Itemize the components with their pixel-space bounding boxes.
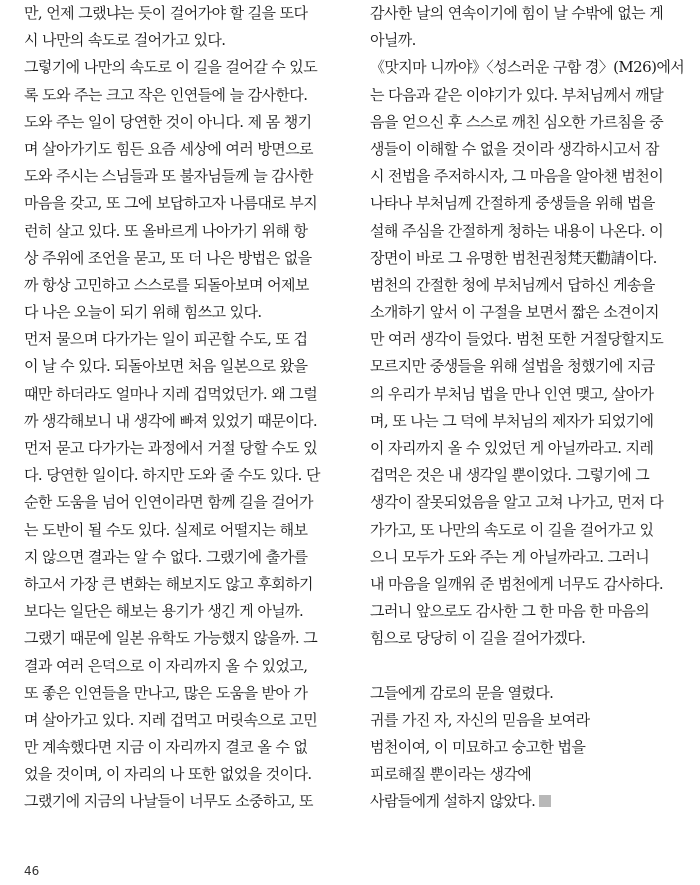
text-line: 감사한 날의 연속이기에 힘이 날 수밖에 없는 게 [370, 4, 664, 22]
text-line: 까 항상 고민하고 스스로를 되돌아보며 어제보 [24, 275, 309, 294]
text-line: 범천의 간절한 청에 부처님께서 답하신 게송을 [370, 275, 655, 294]
verse-text: 귀를 가진 자, 자신의 믿음을 보여라 [370, 710, 590, 729]
text-line: 또 좋은 인연들을 만나고, 많은 도움을 받아 가 [24, 683, 308, 702]
left-text-column [24, 0, 324, 816]
paragraph-gap [370, 653, 670, 680]
text-line: 으니 모두가 도와 주는 게 아닐까라고. 그러니 [370, 547, 650, 566]
text-line: 음을 얻으신 후 스스로 깨친 심오한 가르침을 중 [370, 112, 664, 131]
text-line: 그랬기에 지금의 나날들이 너무도 소중하고, 또 [24, 792, 313, 811]
text-line: 결과 여러 은덕으로 이 자리까지 올 수 있었고, [24, 656, 308, 675]
text-line: 는 도반이 될 수도 있다. 실제로 어떨지는 해보 [24, 520, 308, 539]
text-line: 다. 당연한 일이다. 하지만 도와 줄 수도 있다. 단 [24, 466, 320, 485]
verse-line [370, 734, 670, 761]
text-line: 런히 살고 있다. 또 올바르게 나아가기 위해 항 [24, 221, 308, 240]
text-line: 먼저 묻고 다가가는 과정에서 거절 당할 수도 있 [24, 439, 318, 457]
text-line: 록 도와 주는 크고 작은 인연들에 늘 감사한다. [24, 85, 308, 104]
text-line: 그랬기 때문에 일본 유학도 가능했지 않을까. 그 [24, 629, 318, 648]
text-line: 그렇기에 나만의 속도로 이 길을 걸어갈 수 있도 [24, 58, 318, 77]
verse-line [370, 707, 670, 734]
text-line: 아닐까. [370, 31, 416, 50]
end-square-icon [539, 795, 551, 807]
text-line: 만 여러 생각이 들었다. 범천 또한 거절당할지도 [370, 330, 664, 349]
text-line: 생들이 이해할 수 없을 것이라 생각하시고서 잠 [370, 139, 659, 158]
text-line: 가가고, 또 나만의 속도로 이 길을 걸어가고 있 [370, 520, 654, 539]
text-line: 도와 주는 일이 당연한 것이 아니다. 제 몸 챙기 [24, 112, 312, 131]
text-line: 며 살아가기도 힘든 요즘 세상에 여러 방면으로 [24, 139, 313, 158]
text-line: 상 주위에 조언을 묻고, 또 더 나은 방법은 없을 [24, 248, 312, 267]
page-number: 46 [24, 864, 40, 878]
text-line: 만 계속했다면 지금 이 자리까지 결코 올 수 없 [24, 738, 308, 757]
verse-text: 범천이여, 이 미묘하고 숭고한 법을 [370, 738, 586, 757]
text-line: 생각이 잘못되었음을 알고 고쳐 나가고, 먼저 다 [370, 493, 664, 512]
text-line: 이 날 수 있다. 되돌아보면 처음 일본으로 왔을 [24, 357, 308, 376]
text-line: 도와 주시는 스님들과 또 불자님들께 늘 감사한 [24, 167, 313, 186]
text-line: 나타나 부처님께 간절하게 중생들을 위해 법을 [370, 194, 655, 213]
text-line: 힘으로 당당히 이 길을 걸어가겠다. [370, 629, 586, 648]
text-line: 보다는 일단은 해보는 용기가 생긴 게 아닐까. [24, 602, 304, 621]
verse-line [370, 788, 670, 815]
text-line: 다 나은 오늘이 되기 위해 힘쓰고 있다. [24, 303, 262, 322]
text-line: 는 다음과 같은 이야기가 있다. 부처님께서 깨달 [370, 85, 664, 104]
text-line: 그러니 앞으로도 감사한 그 한 마음 한 마음의 [370, 602, 650, 621]
text-line: 모르지만 중생들을 위해 설법을 청했기에 지금 [370, 357, 655, 376]
text-line: 내 마음을 일깨워 준 범천에게 너무도 감사하다. [370, 574, 664, 593]
text-line: 마음을 갖고, 또 그에 보답하고자 나름대로 부지 [24, 194, 318, 213]
verse-text: 피로해질 뿐이라는 생각에 [370, 765, 532, 784]
text-line: 먼저 물으며 다가가는 일이 피곤할 수도, 또 겁 [24, 330, 308, 349]
verse-text: 그들에게 감로의 문을 열렸다. [370, 683, 554, 702]
text-line: 겁먹은 것은 내 생각일 뿐이었다. 그렇기에 그 [370, 466, 650, 485]
text-line: 며, 또 나는 그 덕에 부처님의 제자가 되었기에 [370, 411, 654, 430]
text-line: 시 전법을 주저하시자, 그 마음을 알아챈 범천이 [370, 167, 664, 186]
text-line: 의 우리가 부처님 법을 만나 인연 맺고, 살아가 [370, 384, 654, 403]
verse-text: 사람들에게 설하지 않았다. [370, 792, 536, 811]
text-line: 만, 언제 그랬냐는 듯이 걸어가야 할 길을 또다 [24, 4, 308, 22]
text-line: 까 생각해보니 내 생각에 빠져 있었기 때문이다. [24, 411, 318, 430]
text-line: 장면이 바로 그 유명한 범천권청梵天勸請이다. [370, 248, 657, 267]
text-line: 이 자리까지 올 수 있었던 게 아닐까라고. 지레 [370, 439, 654, 457]
text-line: 지 않으면 결과는 알 수 없다. 그랬기에 출가를 [24, 547, 308, 566]
right-text-column [370, 0, 685, 816]
text-line: 《맛지마 니까야》〈성스러운 구함 경〉(M26)에서 [370, 58, 685, 77]
text-line: 시 나만의 속도로 걸어가고 있다. [24, 31, 226, 50]
text-line: 순한 도움을 넘어 인연이라면 함께 길을 걸어가 [24, 493, 313, 512]
verse-line [370, 680, 670, 707]
text-line: 때만 하더라도 얼마나 지레 겁먹었던가. 왜 그럴 [24, 384, 318, 403]
verse-line [370, 761, 670, 788]
text-line: 설해 주심을 간절하게 청하는 내용이 나온다. 이 [370, 221, 664, 240]
text-line: 었을 것이며, 이 자리의 나 또한 없었을 것이다. [24, 765, 312, 784]
text-line: 소개하기 앞서 이 구절을 보면서 짧은 소견이지 [370, 303, 659, 322]
text-line: 며 살아가고 있다. 지레 겁먹고 머릿속으로 고민 [24, 710, 318, 729]
text-line: 하고서 가장 큰 변화는 해보지도 않고 후회하기 [24, 574, 313, 593]
